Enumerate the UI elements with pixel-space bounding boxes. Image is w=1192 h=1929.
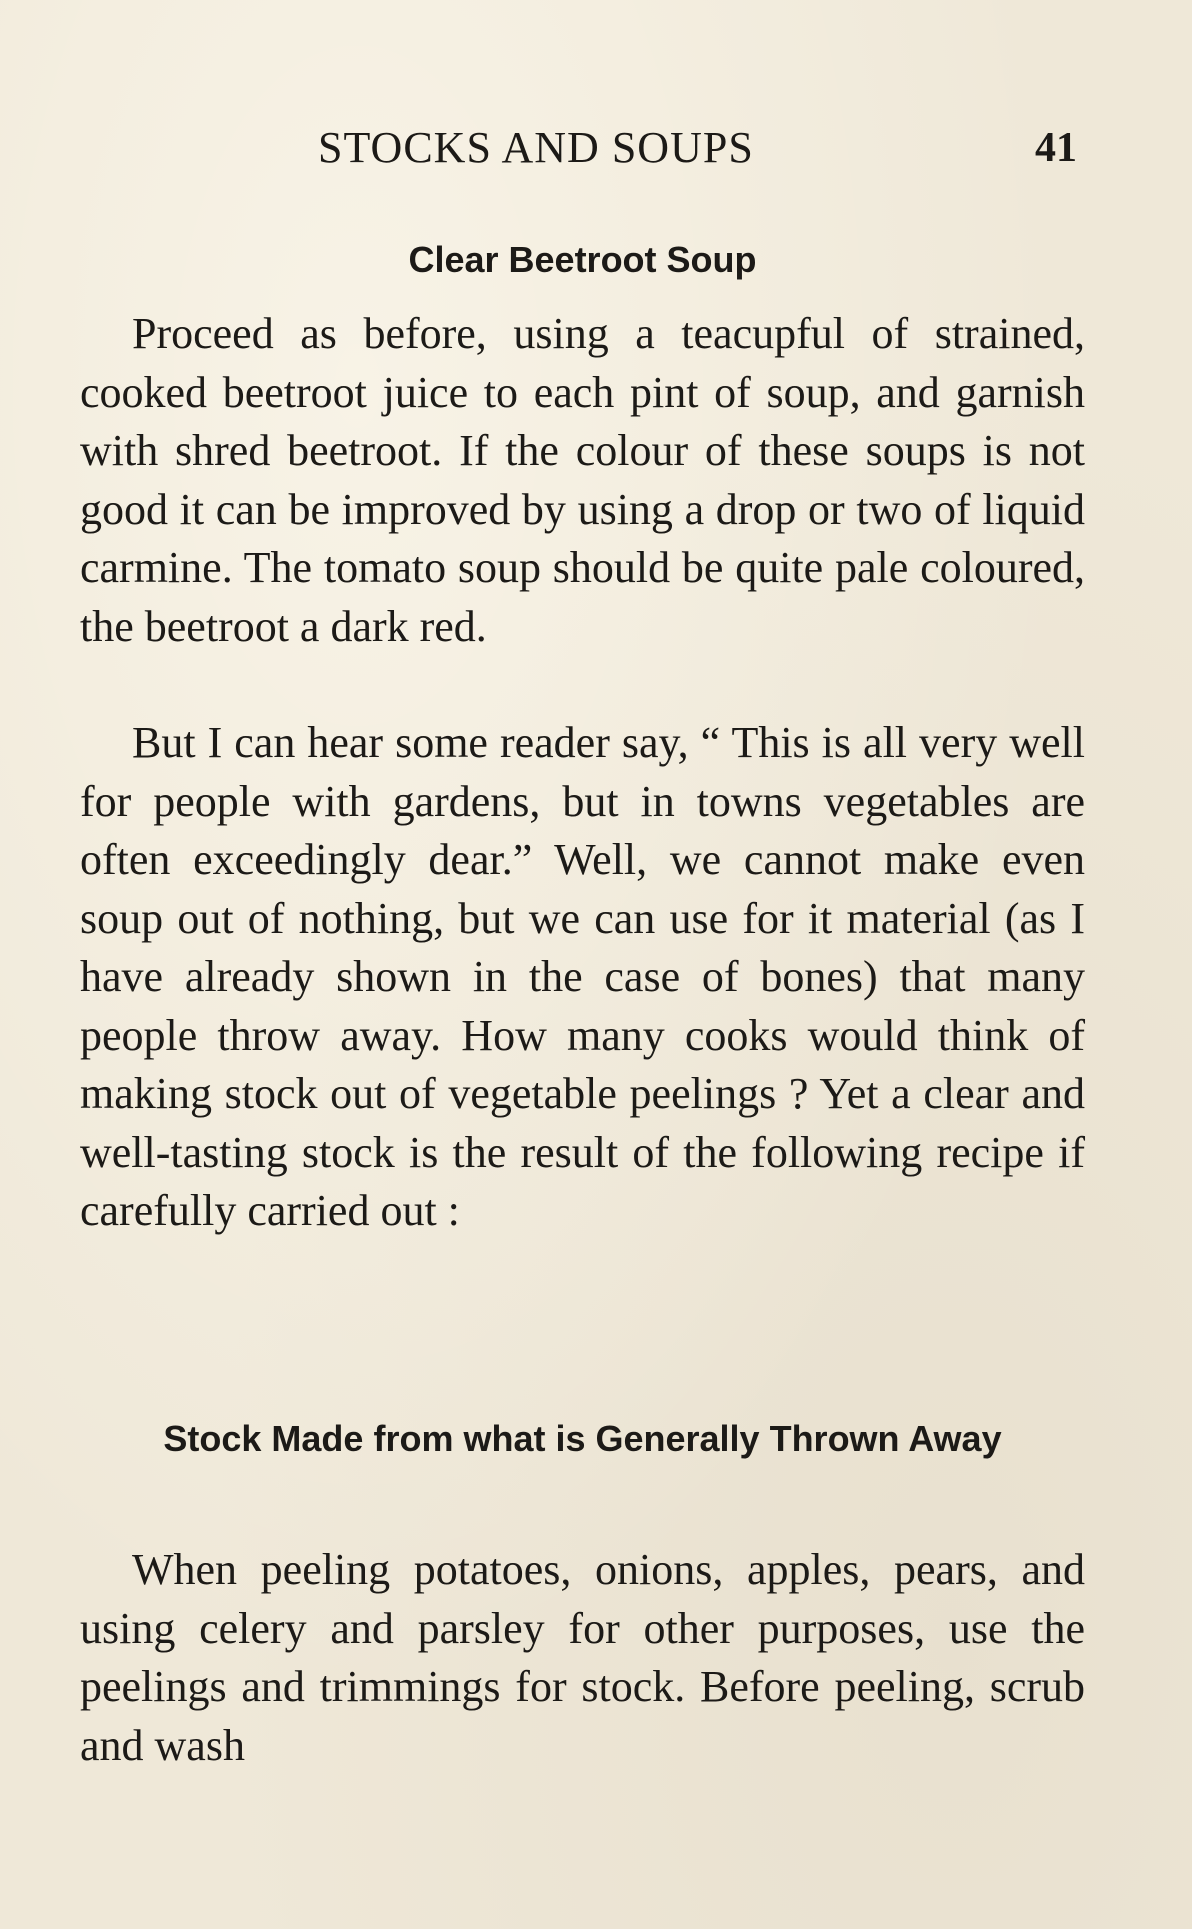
page-number: 41 [1035, 125, 1077, 171]
section-heading-stock-from-waste: Stock Made from what is Generally Thrown Away [163, 1418, 1002, 1459]
section-heading-clear-beetroot-soup: Clear Beetroot Soup [408, 239, 757, 280]
running-title: STOCKS AND SOUPS [318, 123, 754, 172]
paragraph-reader-objection: But I can hear some reader say, “ This is all very well for people with gardens, but in towns vegetables are often exceedingly dear.” Well, we cannot make even soup out of nothing, but we can use for it material (as I have already shown in the case of bones) that many people throw away. How many cooks would think of making stock out of vegetable peelings ? Yet a clear and well-tasting stock is the result of the following recipe if carefully carried out : [80, 718, 1085, 1235]
paragraph-beetroot-method: Proceed as before, using a teacupful of strained, cooked beetroot juice to each pint of soup, and garnish with shred beetroot. If the colour of these soups is not good it can be improved by using a drop or two of liquid carmine. The tomato soup should be quite pale coloured, the beetroot a dark red. [80, 309, 1085, 651]
paragraph-peelings-method: When peeling potatoes, onions, apples, pears, and using celery and parsley for other purposes, use the peelings and trimmings for stock. Before peeling, scrub and wash [80, 1545, 1085, 1770]
running-header [0, 118, 1192, 178]
